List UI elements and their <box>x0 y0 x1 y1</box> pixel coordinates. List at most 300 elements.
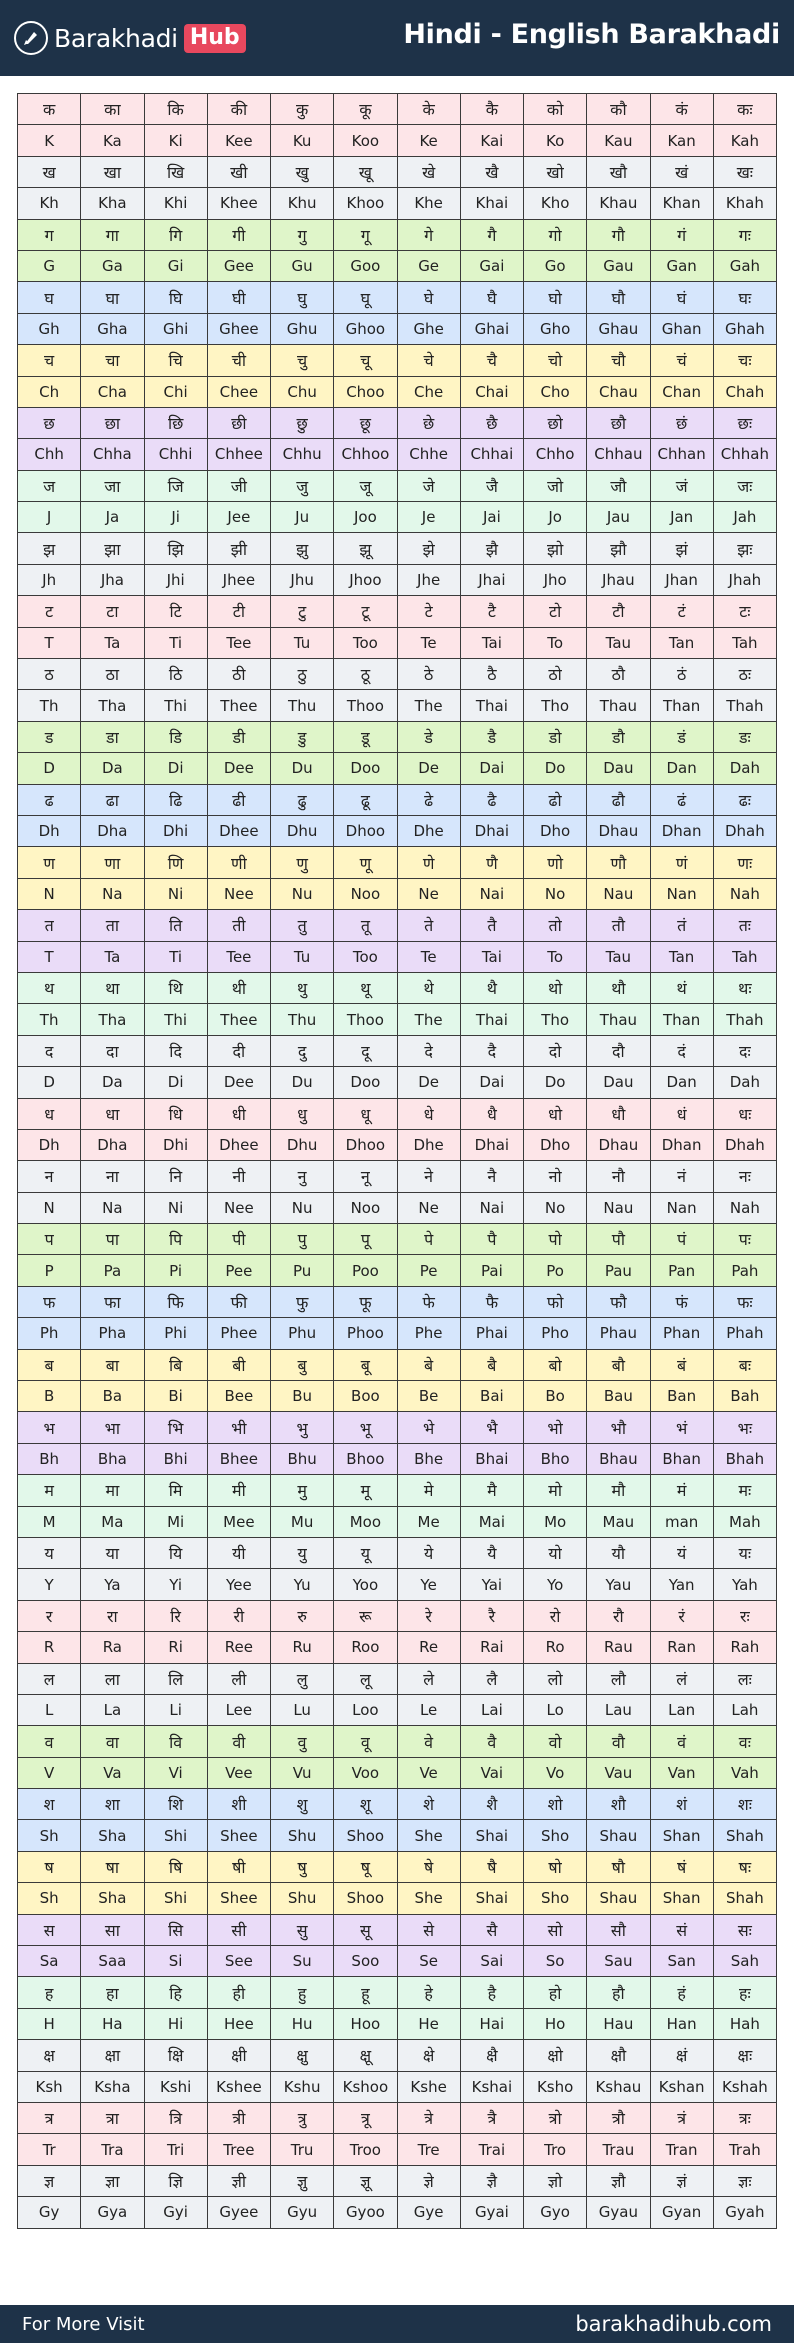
table-cell: टं <box>650 596 713 627</box>
table-cell: Tai <box>460 627 523 658</box>
table-cell: ट <box>18 596 81 627</box>
table-cell: है <box>460 1977 523 2008</box>
table-cell: Jho <box>524 564 587 595</box>
table-cell: Yan <box>650 1569 713 1600</box>
table-cell: वी <box>207 1726 270 1757</box>
table-cell: शू <box>334 1789 397 1820</box>
table-cell: डो <box>524 721 587 752</box>
table-cell: डं <box>650 721 713 752</box>
table-cell: लु <box>271 1663 334 1694</box>
table-cell: Pa <box>81 1255 144 1286</box>
table-cell: छ <box>18 407 81 438</box>
table-cell: Ro <box>524 1632 587 1663</box>
table-cell: हं <box>650 1977 713 2008</box>
table-cell: छि <box>144 407 207 438</box>
table-row <box>18 2040 777 2071</box>
table-cell: Khoo <box>334 188 397 219</box>
table-cell: Jhai <box>460 564 523 595</box>
table-cell: Gan <box>650 250 713 281</box>
table-cell: षी <box>207 1851 270 1882</box>
table-cell: Ghe <box>397 313 460 344</box>
table-cell: सौ <box>587 1914 650 1945</box>
table-cell: पं <box>650 1224 713 1255</box>
table-cell: Te <box>397 941 460 972</box>
table-cell: Jhi <box>144 564 207 595</box>
table-row <box>18 345 777 376</box>
table-row <box>18 690 777 721</box>
table-cell: Gau <box>587 250 650 281</box>
table-cell: Nan <box>650 878 713 909</box>
table-cell: ठ <box>18 659 81 690</box>
table-cell: डि <box>144 721 207 752</box>
table-cell: खि <box>144 156 207 187</box>
table-cell: Lai <box>460 1694 523 1725</box>
table-cell: Shee <box>207 1820 270 1851</box>
table-cell: खै <box>460 156 523 187</box>
table-cell: धी <box>207 1098 270 1129</box>
table-cell: Poo <box>334 1255 397 1286</box>
table-row <box>18 1318 777 1349</box>
table-cell: बै <box>460 1349 523 1380</box>
table-cell: णो <box>524 847 587 878</box>
table-cell: Ga <box>81 250 144 281</box>
table-cell: झे <box>397 533 460 564</box>
table-cell: Je <box>397 502 460 533</box>
table-cell: को <box>524 94 587 125</box>
table-cell: Ya <box>81 1569 144 1600</box>
table-cell: दौ <box>587 1035 650 1066</box>
table-cell: षो <box>524 1851 587 1882</box>
table-cell: Gu <box>271 250 334 281</box>
table-cell: ठे <box>397 659 460 690</box>
table-cell: Dau <box>587 1067 650 1098</box>
table-cell: Bee <box>207 1381 270 1412</box>
table-cell: रा <box>81 1600 144 1631</box>
table-cell: जः <box>713 470 776 501</box>
table-cell: गः <box>713 219 776 250</box>
table-cell: णै <box>460 847 523 878</box>
table-cell: सै <box>460 1914 523 1945</box>
table-cell: झि <box>144 533 207 564</box>
table-cell: T <box>18 627 81 658</box>
table-cell: Tha <box>81 1004 144 1035</box>
table-row <box>18 1694 777 1725</box>
table-cell: Yee <box>207 1569 270 1600</box>
table-cell: Bhai <box>460 1443 523 1474</box>
table-cell: Hi <box>144 2008 207 2039</box>
table-cell: Tho <box>524 1004 587 1035</box>
table-cell: Chhan <box>650 439 713 470</box>
table-cell: Lu <box>271 1694 334 1725</box>
table-cell: घि <box>144 282 207 313</box>
table-cell: क्षा <box>81 2040 144 2071</box>
table-cell: झू <box>334 533 397 564</box>
table-cell: Hau <box>587 2008 650 2039</box>
table-cell: चे <box>397 345 460 376</box>
table-cell: बौ <box>587 1349 650 1380</box>
table-cell: सो <box>524 1914 587 1945</box>
table-cell: थौ <box>587 972 650 1003</box>
table-cell: गि <box>144 219 207 250</box>
table-cell: Bhan <box>650 1443 713 1474</box>
table-cell: N <box>18 878 81 909</box>
table-cell: The <box>397 690 460 721</box>
table-cell: Too <box>334 627 397 658</box>
table-cell: Ba <box>81 1381 144 1412</box>
table-cell: भे <box>397 1412 460 1443</box>
table-cell: नो <box>524 1161 587 1192</box>
table-cell: Shai <box>460 1883 523 1914</box>
table-cell: तौ <box>587 910 650 941</box>
table-cell: क <box>18 94 81 125</box>
table-cell: ढी <box>207 784 270 815</box>
table-cell: Ghu <box>271 313 334 344</box>
table-cell: झौ <box>587 533 650 564</box>
table-cell: ज्ञा <box>81 2165 144 2196</box>
table-cell: Re <box>397 1632 460 1663</box>
table-cell: Bah <box>713 1381 776 1412</box>
table-cell: क्षी <box>207 2040 270 2071</box>
brand-badge: Hub <box>184 24 246 53</box>
table-cell: कः <box>713 94 776 125</box>
table-cell: वि <box>144 1726 207 1757</box>
table-cell: षं <box>650 1851 713 1882</box>
table-cell: के <box>397 94 460 125</box>
table-cell: Nah <box>713 1192 776 1223</box>
table-cell: थी <box>207 972 270 1003</box>
table-cell: Thi <box>144 690 207 721</box>
brand-logo[interactable] <box>14 20 246 56</box>
table-cell: थु <box>271 972 334 1003</box>
table-cell: खु <box>271 156 334 187</box>
table-cell: बु <box>271 1349 334 1380</box>
table-cell: मू <box>334 1475 397 1506</box>
table-cell: Lau <box>587 1694 650 1725</box>
table-cell: घौ <box>587 282 650 313</box>
table-cell: Shu <box>271 1820 334 1851</box>
table-row <box>18 1883 777 1914</box>
table-cell: Soo <box>334 1946 397 1977</box>
table-row <box>18 282 777 313</box>
table-cell: टी <box>207 596 270 627</box>
table-row <box>18 627 777 658</box>
table-cell: Shoo <box>334 1883 397 1914</box>
table-cell: छं <box>650 407 713 438</box>
table-cell: Phau <box>587 1318 650 1349</box>
table-cell: गु <box>271 219 334 250</box>
table-cell: लः <box>713 1663 776 1694</box>
table-cell: Tau <box>587 941 650 972</box>
table-cell: Yi <box>144 1569 207 1600</box>
table-cell: रं <box>650 1600 713 1631</box>
table-cell: Ree <box>207 1632 270 1663</box>
table-cell: Trai <box>460 2134 523 2165</box>
table-cell: धू <box>334 1098 397 1129</box>
table-cell: झ <box>18 533 81 564</box>
table-cell: No <box>524 1192 587 1223</box>
table-cell: Ni <box>144 1192 207 1223</box>
table-cell: Tan <box>650 627 713 658</box>
table-cell: Jah <box>713 502 776 533</box>
table-cell: का <box>81 94 144 125</box>
table-cell: झं <box>650 533 713 564</box>
table-cell: Po <box>524 1255 587 1286</box>
table-cell: क्षौ <box>587 2040 650 2071</box>
table-row <box>18 502 777 533</box>
table-cell: त्र <box>18 2103 81 2134</box>
table-cell: Dha <box>81 815 144 846</box>
table-cell: रो <box>524 1600 587 1631</box>
table-cell: Thai <box>460 1004 523 1035</box>
table-cell: Thau <box>587 1004 650 1035</box>
table-cell: धो <box>524 1098 587 1129</box>
table-cell: Ch <box>18 376 81 407</box>
table-row <box>18 1569 777 1600</box>
table-cell: Hu <box>271 2008 334 2039</box>
table-cell: मि <box>144 1475 207 1506</box>
table-cell: छै <box>460 407 523 438</box>
table-cell: ज्ञं <box>650 2165 713 2196</box>
table-cell: Ta <box>81 941 144 972</box>
table-cell: ने <box>397 1161 460 1192</box>
table-cell: षू <box>334 1851 397 1882</box>
table-cell: Kho <box>524 188 587 219</box>
table-cell: Gi <box>144 250 207 281</box>
table-cell: वू <box>334 1726 397 1757</box>
table-cell: बा <box>81 1349 144 1380</box>
table-cell: Tai <box>460 941 523 972</box>
table-cell: ण <box>18 847 81 878</box>
table-cell: घ <box>18 282 81 313</box>
table-row <box>18 1161 777 1192</box>
table-cell: धः <box>713 1098 776 1129</box>
table-cell: सि <box>144 1914 207 1945</box>
table-cell: Khai <box>460 188 523 219</box>
table-cell: बी <box>207 1349 270 1380</box>
table-row <box>18 1255 777 1286</box>
table-cell: B <box>18 1381 81 1412</box>
table-cell: पि <box>144 1224 207 1255</box>
table-cell: जो <box>524 470 587 501</box>
table-cell: झु <box>271 533 334 564</box>
table-cell: हु <box>271 1977 334 2008</box>
table-cell: Rah <box>713 1632 776 1663</box>
table-cell: Yai <box>460 1569 523 1600</box>
table-cell: मौ <box>587 1475 650 1506</box>
table-cell: Thee <box>207 1004 270 1035</box>
table-cell: Choo <box>334 376 397 407</box>
table-cell: Tan <box>650 941 713 972</box>
table-cell: Su <box>271 1946 334 1977</box>
table-cell: J <box>18 502 81 533</box>
table-cell: Sho <box>524 1883 587 1914</box>
table-cell: टै <box>460 596 523 627</box>
table-cell: P <box>18 1255 81 1286</box>
table-cell: Gho <box>524 313 587 344</box>
table-cell: ढे <box>397 784 460 815</box>
table-cell: Voo <box>334 1757 397 1788</box>
table-cell: Sha <box>81 1883 144 1914</box>
table-cell: Dan <box>650 753 713 784</box>
website-link[interactable]: barakhadihub.com <box>575 2312 772 2336</box>
table-cell: थः <box>713 972 776 1003</box>
table-cell: Dai <box>460 753 523 784</box>
table-cell: Y <box>18 1569 81 1600</box>
table-cell: शो <box>524 1789 587 1820</box>
table-cell: Chhau <box>587 439 650 470</box>
table-cell: Noo <box>334 1192 397 1223</box>
table-cell: दि <box>144 1035 207 1066</box>
table-cell: थ <box>18 972 81 1003</box>
table-cell: Nu <box>271 878 334 909</box>
table-cell: Ghan <box>650 313 713 344</box>
table-cell: लै <box>460 1663 523 1694</box>
table-cell: Gh <box>18 313 81 344</box>
table-cell: स <box>18 1914 81 1945</box>
table-cell: घो <box>524 282 587 313</box>
table-cell: Hah <box>713 2008 776 2039</box>
table-cell: Dhau <box>587 1129 650 1160</box>
table-cell: ति <box>144 910 207 941</box>
table-cell: नी <box>207 1161 270 1192</box>
table-cell: हा <box>81 1977 144 2008</box>
table-row <box>18 313 777 344</box>
table-cell: य <box>18 1537 81 1568</box>
table-cell: Vee <box>207 1757 270 1788</box>
table-cell: ले <box>397 1663 460 1694</box>
table-cell: H <box>18 2008 81 2039</box>
table-cell: Doo <box>334 753 397 784</box>
table-row <box>18 1820 777 1851</box>
table-cell: छा <box>81 407 144 438</box>
table-cell: Kshai <box>460 2071 523 2102</box>
table-cell: Jhe <box>397 564 460 595</box>
table-cell: Khau <box>587 188 650 219</box>
table-cell: Nau <box>587 1192 650 1223</box>
table-cell: छु <box>271 407 334 438</box>
table-cell: Than <box>650 690 713 721</box>
table-cell: Du <box>271 1067 334 1098</box>
table-cell: Na <box>81 1192 144 1223</box>
table-cell: मः <box>713 1475 776 1506</box>
table-cell: सी <box>207 1914 270 1945</box>
table-cell: मी <box>207 1475 270 1506</box>
table-row <box>18 564 777 595</box>
table-cell: त्री <box>207 2103 270 2134</box>
table-cell: Chah <box>713 376 776 407</box>
table-cell: Tah <box>713 941 776 972</box>
table-cell: Gya <box>81 2197 144 2228</box>
table-cell: Dh <box>18 815 81 846</box>
table-cell: Bhi <box>144 1443 207 1474</box>
table-cell: यी <box>207 1537 270 1568</box>
table-cell: Shan <box>650 1883 713 1914</box>
brand-name: Barakhadi <box>54 23 178 53</box>
table-cell: Jhah <box>713 564 776 595</box>
table-cell: छे <box>397 407 460 438</box>
table-cell: To <box>524 627 587 658</box>
table-cell: छो <box>524 407 587 438</box>
table-row <box>18 1914 777 1945</box>
table-cell: जी <box>207 470 270 501</box>
table-cell: फु <box>271 1286 334 1317</box>
table-cell: दे <box>397 1035 460 1066</box>
table-cell: खा <box>81 156 144 187</box>
table-cell: Jhoo <box>334 564 397 595</box>
table-cell: लं <box>650 1663 713 1694</box>
table-cell: Chhi <box>144 439 207 470</box>
table-cell: कु <box>271 94 334 125</box>
table-cell: ज्ञू <box>334 2165 397 2196</box>
table-cell: Gah <box>713 250 776 281</box>
table-cell: Ma <box>81 1506 144 1537</box>
table-cell: थू <box>334 972 397 1003</box>
table-row <box>18 2008 777 2039</box>
table-cell: Ne <box>397 878 460 909</box>
table-cell: खं <box>650 156 713 187</box>
table-cell: ढं <box>650 784 713 815</box>
table-cell: फः <box>713 1286 776 1317</box>
table-cell: La <box>81 1694 144 1725</box>
table-cell: Dan <box>650 1067 713 1098</box>
table-row <box>18 847 777 878</box>
table-cell: झै <box>460 533 523 564</box>
table-cell: बे <box>397 1349 460 1380</box>
table-cell: Kau <box>587 125 650 156</box>
table-row <box>18 533 777 564</box>
table-cell: Kshu <box>271 2071 334 2102</box>
table-cell: Pho <box>524 1318 587 1349</box>
table-cell: Ti <box>144 627 207 658</box>
table-cell: Ju <box>271 502 334 533</box>
table-cell: Thee <box>207 690 270 721</box>
table-cell: यै <box>460 1537 523 1568</box>
table-cell: डू <box>334 721 397 752</box>
table-cell: Che <box>397 376 460 407</box>
table-cell: ब <box>18 1349 81 1380</box>
table-cell: Di <box>144 1067 207 1098</box>
table-cell: Da <box>81 753 144 784</box>
table-cell: रे <box>397 1600 460 1631</box>
table-cell: Ye <box>397 1569 460 1600</box>
table-cell: वं <box>650 1726 713 1757</box>
table-cell: तं <box>650 910 713 941</box>
table-cell: Tha <box>81 690 144 721</box>
table-cell: चं <box>650 345 713 376</box>
table-cell: हः <box>713 1977 776 2008</box>
table-cell: She <box>397 1883 460 1914</box>
table-cell: फो <box>524 1286 587 1317</box>
table-cell: Ne <box>397 1192 460 1223</box>
table-cell: ची <box>207 345 270 376</box>
table-cell: Tro <box>524 2134 587 2165</box>
table-cell: Tau <box>587 627 650 658</box>
table-cell: ढि <box>144 784 207 815</box>
table-cell: घा <box>81 282 144 313</box>
table-row <box>18 1977 777 2008</box>
table-row <box>18 784 777 815</box>
table-cell: Lo <box>524 1694 587 1725</box>
table-cell: Gyoo <box>334 2197 397 2228</box>
table-cell: Se <box>397 1946 460 1977</box>
table-cell: Khe <box>397 188 460 219</box>
table-cell: शः <box>713 1789 776 1820</box>
table-cell: षौ <box>587 1851 650 1882</box>
table-cell: Phee <box>207 1318 270 1349</box>
table-cell: Go <box>524 250 587 281</box>
table-cell: Gyee <box>207 2197 270 2228</box>
table-cell: Too <box>334 941 397 972</box>
